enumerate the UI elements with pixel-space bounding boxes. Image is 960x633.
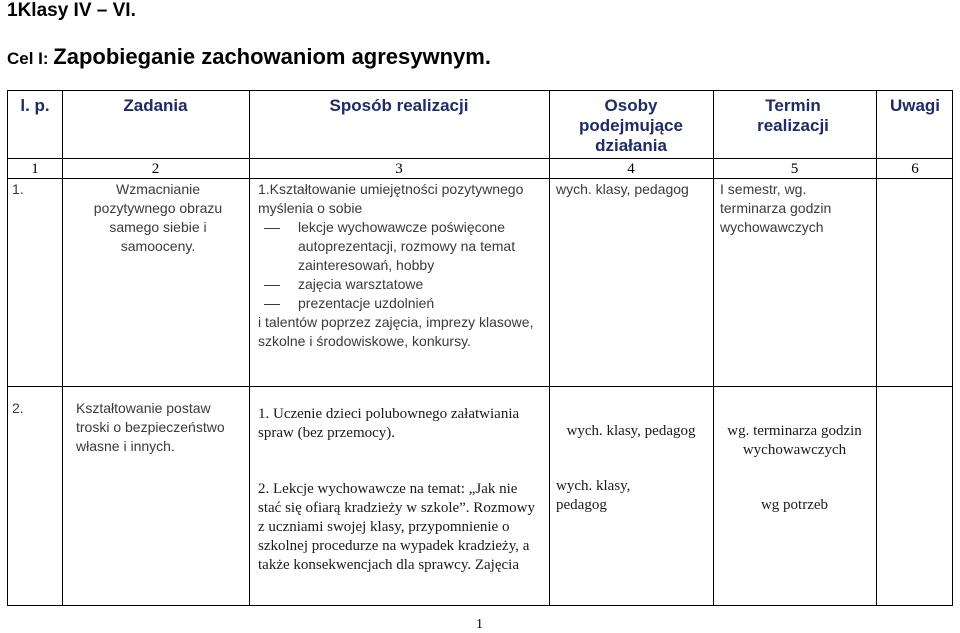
header-lp: l. p. bbox=[20, 96, 50, 115]
col-number: 1 bbox=[31, 161, 39, 177]
document-heading: 1Klasy IV – VI. bbox=[7, 0, 136, 21]
row-divider bbox=[8, 386, 952, 387]
header-osoby: Osoby podejmujące działania bbox=[579, 96, 683, 155]
goal-heading bbox=[7, 44, 491, 70]
row1-lp: 1. bbox=[12, 181, 24, 197]
row2-sposob-2: 2. Lekcje wychowawcze na temat: „Jak nie stać się ofiarą kradzieży w szkole”. Rozmowy z uczniami swojej klasy, przypomnienie o szkolnej procedurze na wypadek kradzieży, a także konsekwencjach dla sprawcy. Zajęcia bbox=[258, 481, 535, 573]
row2-sposob-1: 1. Uczenie dzieci polubownego załatwiania spraw (bez przemocy). bbox=[258, 406, 520, 441]
row2-osoby-2: wych. klasy, pedagog bbox=[556, 478, 631, 513]
col-number: 2 bbox=[151, 161, 160, 177]
row-divider bbox=[8, 158, 952, 159]
plan-table bbox=[7, 90, 953, 606]
row-divider bbox=[8, 178, 952, 179]
header-sposob: Sposób realizacji bbox=[329, 96, 469, 115]
col-number: 6 bbox=[911, 161, 919, 177]
row2-osoby-1: wych. klasy, pedagog bbox=[566, 423, 696, 439]
row1-osoby: wych. klasy, pedagog bbox=[556, 181, 689, 197]
row1-sposob bbox=[258, 180, 540, 351]
row1-sposob-item: zajęcia warsztatowe bbox=[258, 275, 540, 294]
page-number: 1 bbox=[476, 617, 483, 632]
row1-sposob-intro: 1.Kształtowanie umiejętności pozytywnego myślenia o sobie bbox=[258, 181, 524, 216]
col-number: 5 bbox=[790, 161, 799, 177]
row2-termin-1: wg. terminarza godzin wychowawczych bbox=[727, 423, 862, 458]
row1-termin: I semestr, wg. terminarza godzin wychowawczych bbox=[720, 181, 832, 235]
goal-title: Zapobieganie zachowaniom agresywnym. bbox=[53, 44, 491, 69]
header-uwagi: Uwagi bbox=[889, 96, 941, 115]
header-termin: Termin realizacji bbox=[757, 96, 829, 135]
row2-termin-2: wg potrzeb bbox=[760, 497, 829, 513]
row1-sposob-item: prezentacje uzdolnień bbox=[258, 294, 540, 313]
goal-prefix: Cel I: bbox=[7, 49, 54, 68]
row1-sposob-item: lekcje wychowawcze poświęcone autoprezentacji, rozmowy na temat zainteresowań, hobby bbox=[258, 218, 540, 275]
col-number: 4 bbox=[627, 161, 635, 177]
row1-sposob-outro: i talentów poprzez zajęcia, imprezy klasowe, szkolne i środowiskowe, konkursy. bbox=[258, 314, 534, 349]
row2-zadanie: Kształtowanie postaw troski o bezpieczeństwo własne i innych. bbox=[76, 400, 225, 454]
row1-zadanie: Wzmacnianie pozytywnego obrazu samego siebie i samooceny. bbox=[93, 181, 223, 254]
header-zadania: Zadania bbox=[123, 96, 188, 115]
row2-lp: 2. bbox=[12, 400, 24, 416]
col-number: 3 bbox=[395, 161, 403, 177]
